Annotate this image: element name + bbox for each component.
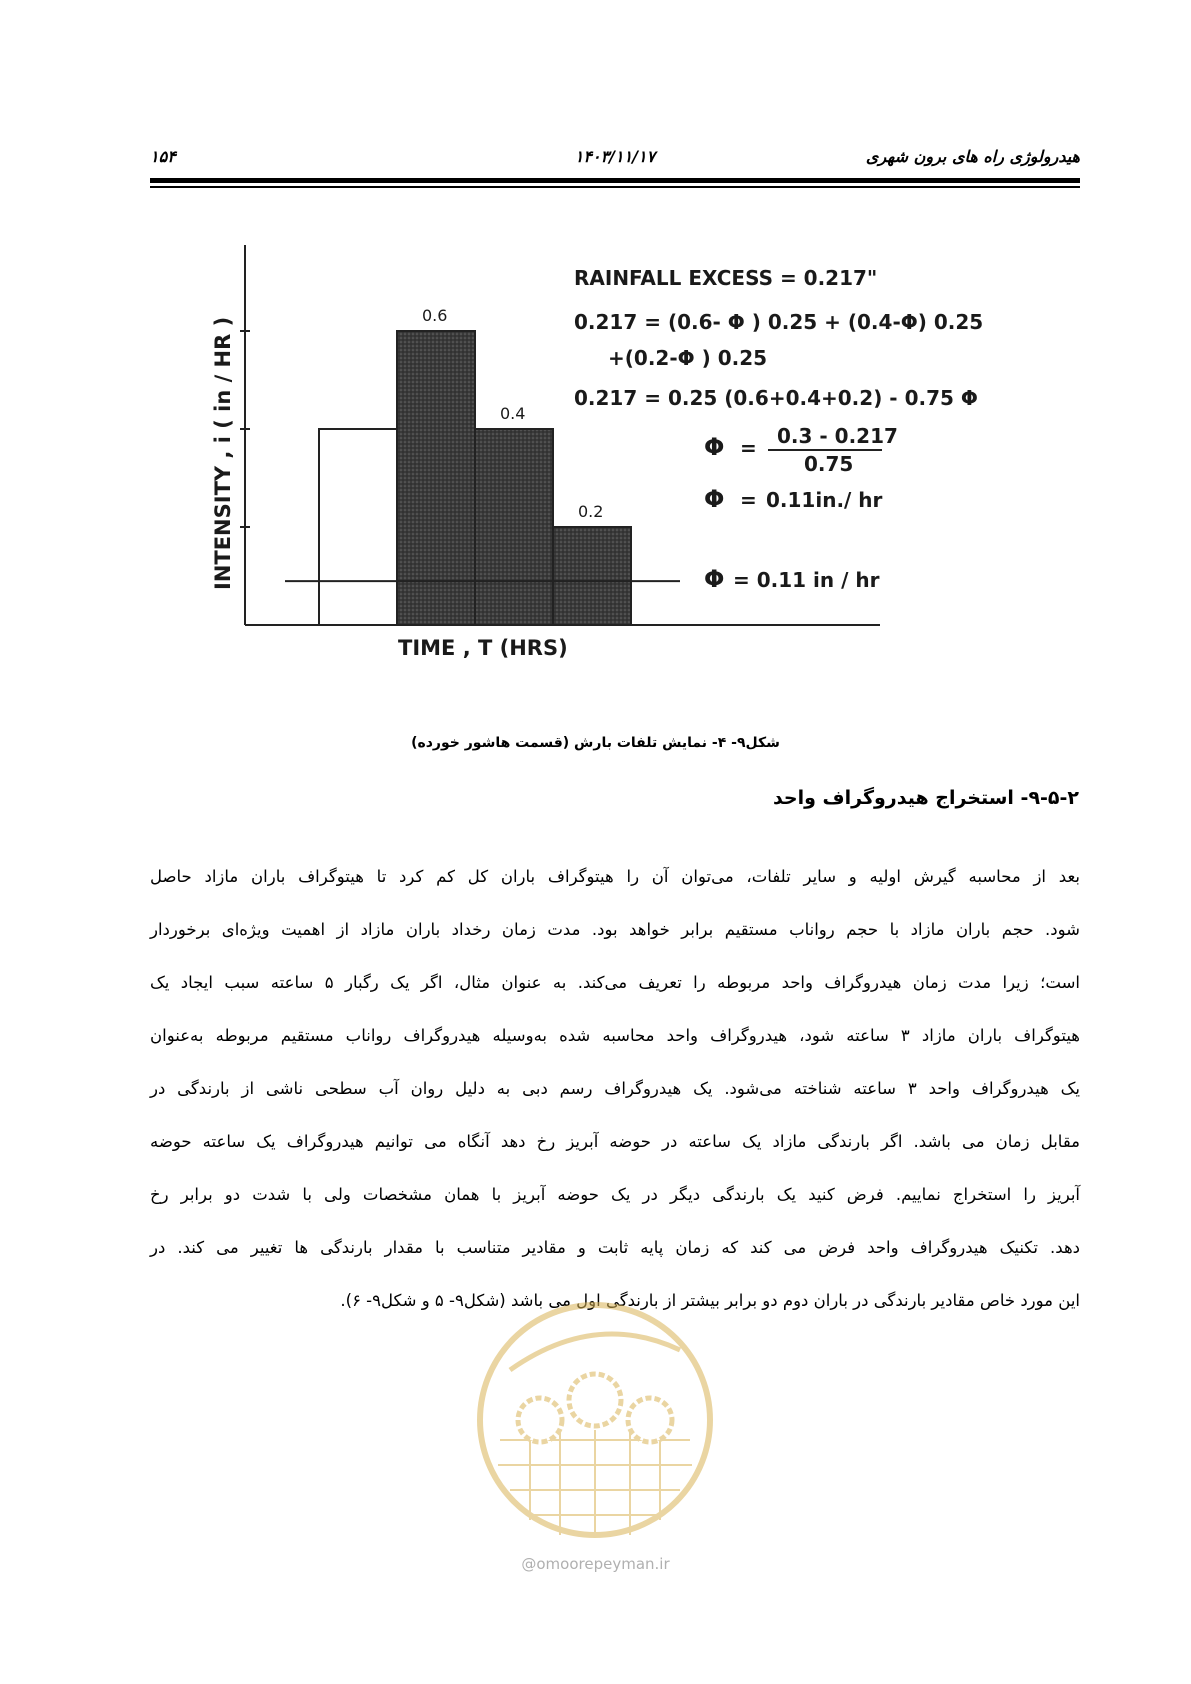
header-rule-thick [150,178,1080,183]
header-rule-thin [150,186,1080,188]
body-line: شود. حجم باران مازاد با حجم رواناب مستقیم برابر خواهد بود. مدت زمان رخداد باران مازاد از اهمیت ویژه‌ای برخوردار [150,920,1080,939]
eq-line-3: +(0.2-Φ ) 0.25 [608,346,768,370]
eq-line-4: 0.217 = 0.25 (0.6+0.4+0.2) - 0.75 Φ [574,386,978,410]
header-book-title: هیدرولوژی راه های برون شهری [865,147,1080,166]
eq-equals-1: = [740,436,757,460]
figure-caption: شکل۹- ۴- نمایش تلفات بارش (قسمت هاشور خورده) [411,735,780,751]
hyetograph-svg [200,245,1000,695]
page-header [150,135,1080,175]
watermark-logo [470,1290,720,1554]
body-line: این مورد خاص مقادیر بارندگی در باران دوم دو برابر بیشتر از بارندگی اول می باشد (شکل۹- ۵ و شکل۹- ۶). [340,1291,1080,1310]
watermark-url: @omoorepeyman.ir [521,1555,670,1573]
header-page-number: ۱۵۴ [150,147,176,166]
eq-equals-2: = [740,488,757,512]
eq-result: 0.11in./ hr [766,488,883,512]
bar-value-label: 0.6 [422,306,448,325]
eq-rainfall-excess: RAINFALL EXCESS = 0.217" [574,266,878,290]
eq-phi-symbol-1: Φ [704,433,725,461]
x-axis-label: TIME , T (HRS) [398,636,568,660]
bar-value-label: 0.4 [500,404,526,423]
y-axis-label: INTENSITY , i ( in / HR ) [211,316,235,590]
watermark-emblem-icon [470,1290,720,1550]
eq-phi-symbol-3: Φ [704,565,725,593]
body-paragraph [150,850,1080,1327]
eq-frac-numerator: 0.3 - 0.217 [777,424,898,448]
bars-group [240,306,631,625]
section-heading: ۹-۵-۲- استخراج هیدروگراف واحد [772,787,1079,809]
body-line: بعد از محاسبه گیرش اولیه و سایر تلفات، می‌توان آن را هیتوگراف باران کل کم کرد تا هیتوگراف باران مازاد حاصل [150,867,1080,886]
bar-value-label: 0.2 [578,502,604,521]
bar [553,527,631,625]
body-line: هیتوگراف باران مازاد ۳ ساعته شود، هیدروگراف واحد محاسبه شده به‌وسیله هیدروگراف رواناب مستقیم مربوطه به‌عنوان [150,1026,1080,1045]
body-line: آبریز را استخراج نماییم. فرض کنید یک بارندگی دیگر در یک حوضه آبریز با همان مشخصات ولی با شدت دو برابر رخ [150,1185,1080,1204]
bar [475,429,553,625]
bar [319,429,397,625]
body-line: مقابل زمان می باشد. اگر بارندگی مازاد یک ساعته در حوضه آبریز رخ دهد آنگاه می توانیم هیدروگراف یک ساعته حوضه [150,1132,1080,1151]
eq-frac-denominator: 0.75 [804,452,854,476]
body-line: دهد. تکنیک هیدروگراف واحد فرض می کند که زمان پایه ثابت و مقادیر متناسب با مقدار بارندگی ها تغییر می کند. در [150,1238,1080,1257]
header-date: ۱۴۰۳/۱۱/۱۷ [574,147,656,166]
hyetograph-figure [200,245,1000,699]
eq-phi-symbol-2: Φ [704,485,725,513]
body-line: یک هیدروگراف واحد ۳ ساعته شناخته می‌شود. یک هیدروگراف رسم دبی به دلیل روان آب سطحی ناشی از بارندگی در [150,1079,1080,1098]
body-line: است؛ زیرا مدت زمان هیدروگراف واحد مربوطه را تعریف می‌کند. به عنوان مثال، اگر یک رگبار ۵ ساعته سبب ایجاد یک [150,973,1080,992]
eq-line-2: 0.217 = (0.6- Φ ) 0.25 + (0.4-Φ) 0.25 [574,310,984,334]
eq-phi-line: = 0.11 in / hr [733,568,880,592]
